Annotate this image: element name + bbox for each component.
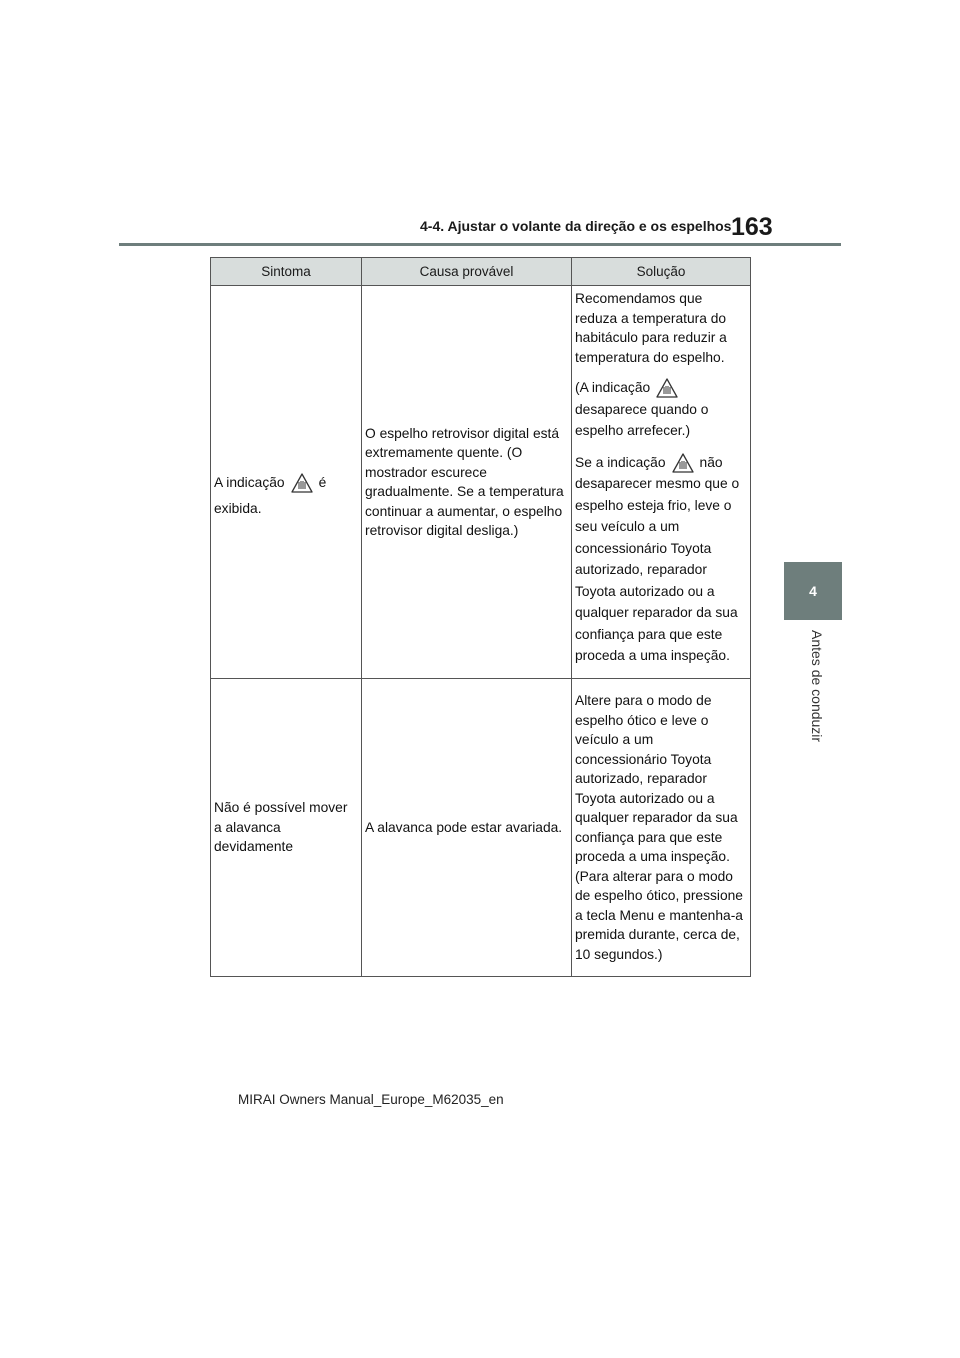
header-divider <box>119 243 841 246</box>
solution-text: Se a indicação <box>575 454 666 470</box>
solution-paragraph <box>575 452 747 667</box>
solution-text: não <box>699 454 723 470</box>
table-header-row <box>211 258 751 286</box>
solution-text: desaparecer mesmo que o espelho esteja frio, leve o seu veículo a um concessionário Toyota autorizado, reparador Toyota autorizado ou a qualquer reparador da sua confiança para que este proceda a uma inspeção. <box>575 476 740 663</box>
symptom-text: é <box>318 474 327 490</box>
table-row <box>211 286 751 679</box>
column-header-cause: Causa provável <box>362 258 572 286</box>
cause-cell: O espelho retrovisor digital está extremamente quente. (O mostrador escurece gradualmente. Se a temperatura continuar a aumentar, o espelho retrovisor digital desliga.) <box>362 286 572 679</box>
troubleshooting-table <box>210 257 751 977</box>
column-header-solution: Solução <box>572 258 751 286</box>
mirror-temperature-warning-icon <box>656 378 678 398</box>
section-title: 4-4. Ajustar o volante da direção e os espelhos <box>420 218 732 234</box>
table-row <box>211 679 751 977</box>
chapter-label: Antes de conduzir <box>809 630 825 743</box>
solution-paragraph: Recomendamos que reduza a temperatura do habitáculo para reduzir a temperatura do espelho. <box>575 291 727 365</box>
solution-paragraph <box>575 377 747 442</box>
column-header-symptom: Sintoma <box>211 258 362 286</box>
document-footer: MIRAI Owners Manual_Europe_M62035_en <box>238 1092 504 1107</box>
page-number: 163 <box>731 213 773 241</box>
solution-text: (A indicação <box>575 380 651 395</box>
chapter-number: 4 <box>809 583 817 599</box>
symptom-cell <box>211 286 362 679</box>
chapter-tab[interactable] <box>784 562 842 620</box>
symptom-cell: Não é possível mover a alavanca devidamente <box>211 679 362 977</box>
cause-cell: A alavanca pode estar avariada. <box>362 679 572 977</box>
mirror-temperature-warning-icon <box>291 473 313 493</box>
mirror-temperature-warning-icon <box>672 453 694 473</box>
symptom-text: A indicação <box>214 474 285 490</box>
symptom-text: exibida. <box>214 500 262 516</box>
solution-text: desaparece quando o espelho arrefecer.) <box>575 401 709 438</box>
solution-cell <box>572 286 751 679</box>
solution-cell: Altere para o modo de espelho ótico e leve o veículo a um concessionário Toyota autorizado, reparador Toyota autorizado ou a qualquer reparador da sua confiança para que este proceda a uma inspeção. (Para alterar para o modo de espelho ótico, pressione a tecla Menu e mantenha-a premida durante, cerca de, 10 segundos.) <box>572 679 751 977</box>
